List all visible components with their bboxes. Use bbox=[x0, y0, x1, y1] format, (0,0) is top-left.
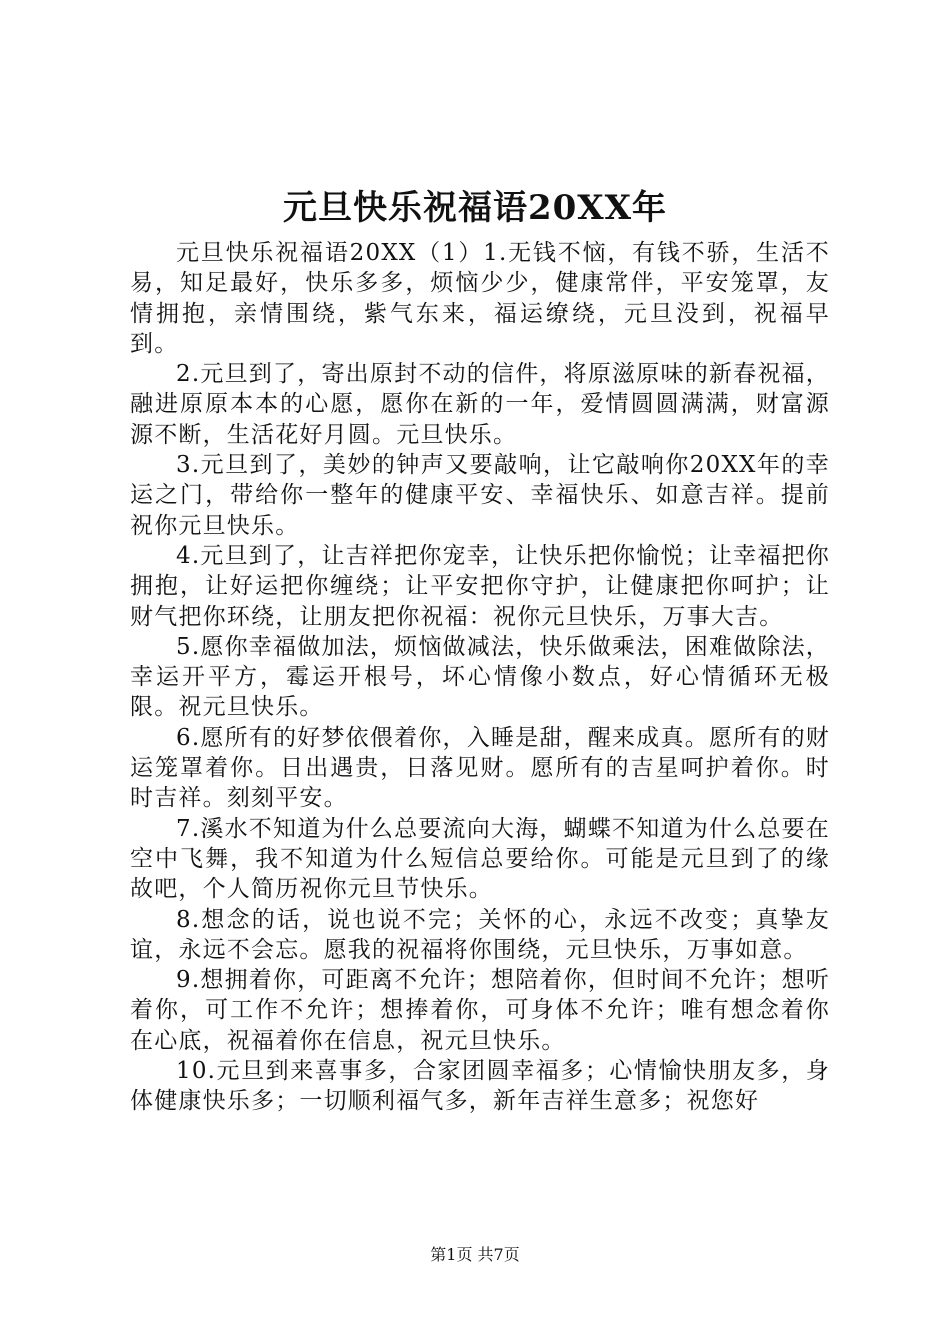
page-footer: 第1页 共7页 bbox=[430, 1245, 520, 1264]
paragraph-8: 8.想念的话，说也说不完；关怀的心，永远不改变；真挚友谊，永远不会忘。愿我的祝福将你围绕，元旦快乐，万事如意。 bbox=[130, 906, 830, 963]
paragraph-4: 4.元旦到了，让吉祥把你宠幸，让快乐把你愉悦；让幸福把你拥抱，让好运把你缠绕；让平安把你守护，让健康把你呵护；让财气把你环绕，让朋友把你祝福：祝你元旦快乐，万事大吉。 bbox=[130, 542, 830, 630]
document-body bbox=[130, 238, 830, 1117]
paragraph-9: 9.想拥着你，可距离不允许；想陪着你，但时间不允许；想听着你，可工作不允许；想捧着你，可身体不允许；唯有想念着你在心底，祝福着你在信息，祝元旦快乐。 bbox=[130, 967, 830, 1054]
paragraph-3: 3.元旦到了，美妙的钟声又要敲响，让它敲响你20XX年的幸运之门，带给你一整年的健康平安、幸福快乐、如意吉祥。提前祝你元旦快乐。 bbox=[130, 452, 830, 539]
paragraph-7: 7.溪水不知道为什么总要流向大海，蝴蝶不知道为什么总要在空中飞舞，我不知道为什么短信总要给你。可能是元旦到了的缘故吧，个人简历祝你元旦节快乐。 bbox=[130, 815, 830, 903]
paragraph-1: 元旦快乐祝福语20XX（1）1.无钱不恼，有钱不骄，生活不易，知足最好，快乐多多，烦恼少少，健康常伴，平安笼罩，友情拥抱，亲情围绕，紫气东来，福运缭绕，元旦没到，祝福早到。 bbox=[130, 240, 830, 357]
paragraph-10: 10.元旦到来喜事多，合家团圆幸福多；心情愉快朋友多，身体健康快乐多；一切顺利福气多，新年吉祥生意多；祝您好 bbox=[130, 1058, 830, 1115]
document-title: 元旦快乐祝福语20XX年 bbox=[282, 188, 668, 228]
paragraph-6: 6.愿所有的好梦依偎着你，入睡是甜，醒来成真。愿所有的财运笼罩着你。日出遇贵，日落见财。愿所有的吉星呵护着你。时时吉祥。刻刻平安。 bbox=[130, 724, 830, 812]
paragraph-2: 2.元旦到了，寄出原封不动的信件，将原滋原味的新春祝福，融进原原本本的心愿，愿你在新的一年，爱情圆圆满满，财富源源不断，生活花好月圆。元旦快乐。 bbox=[130, 361, 830, 448]
paragraph-5: 5.愿你幸福做加法，烦恼做减法，快乐做乘法，困难做除法，幸运开平方，霉运开根号，坏心情像小数点，好心情循环无极限。祝元旦快乐。 bbox=[130, 633, 830, 721]
